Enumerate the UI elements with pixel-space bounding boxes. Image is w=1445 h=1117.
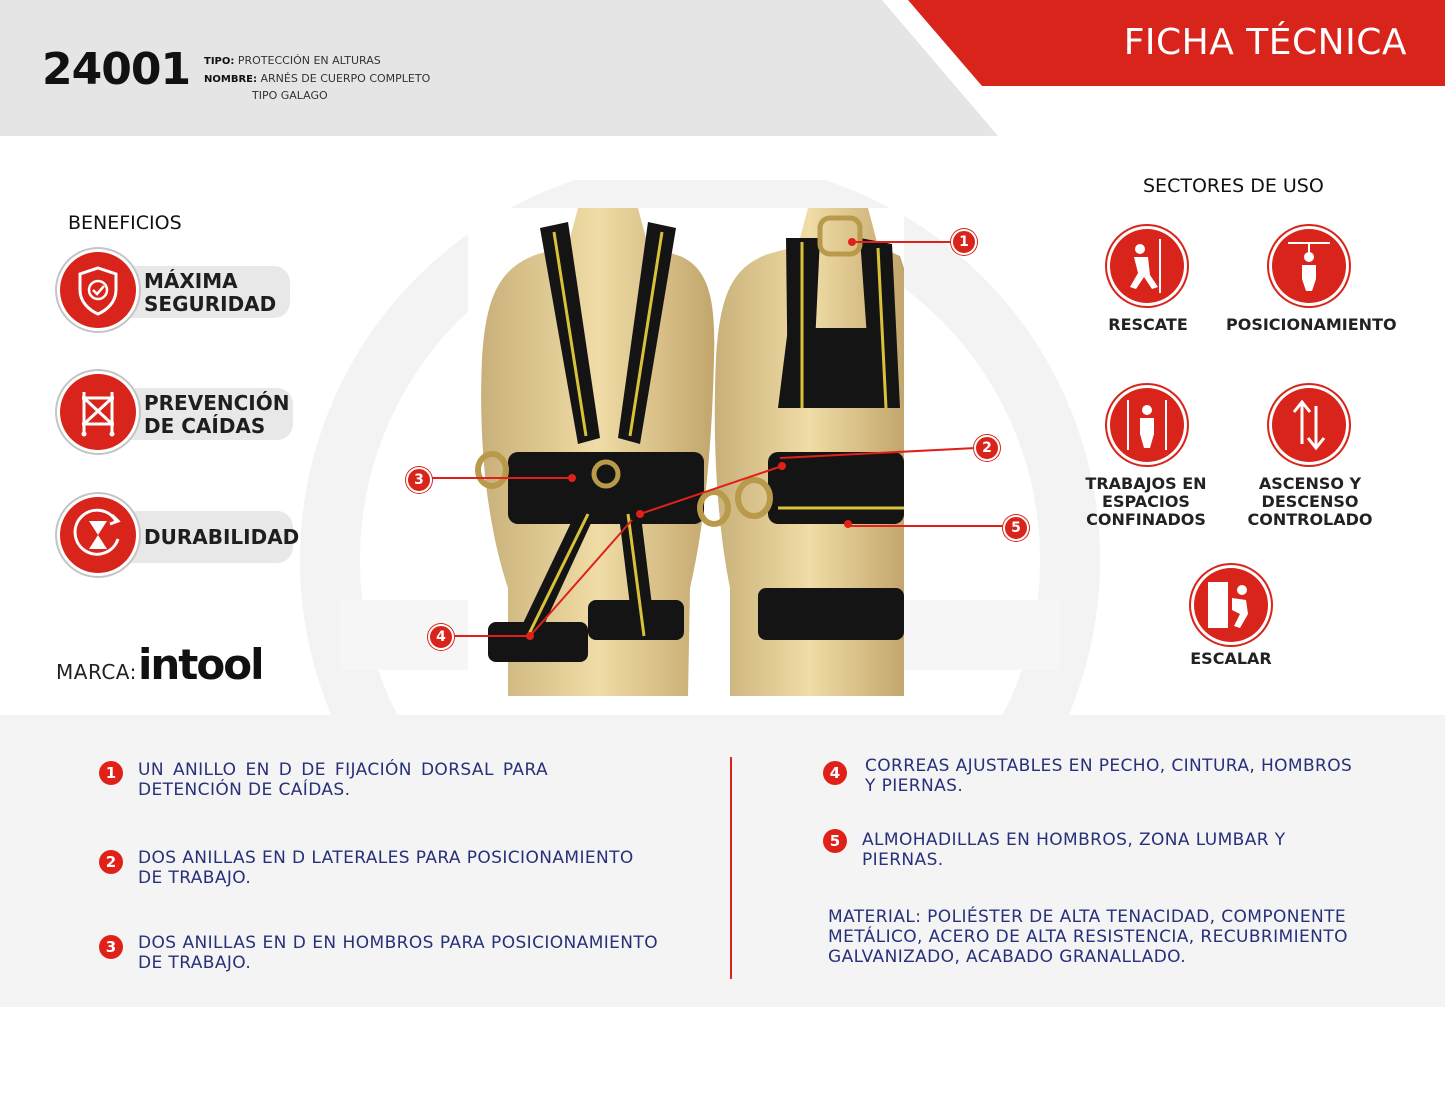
sector-rescue — [1110, 229, 1184, 303]
benefits-title: BENEFICIOS — [68, 212, 182, 234]
callout-badge-5: 5 — [1003, 515, 1029, 541]
sector-confined-spaces — [1110, 388, 1184, 462]
rescue-icon — [1110, 229, 1184, 303]
callout-badge-1: 1 — [951, 229, 977, 255]
callout-lines — [400, 230, 1040, 650]
product-type: TIPO: PROTECCIÓN EN ALTURAS — [204, 54, 381, 67]
brand-label: MARCA: — [56, 660, 137, 684]
feature-number: 2 — [99, 850, 123, 874]
sector-positioning — [1272, 229, 1346, 303]
feature-number: 1 — [99, 761, 123, 785]
callout-badge-3: 3 — [406, 467, 432, 493]
confined-space-icon — [1110, 388, 1184, 462]
hourglass-icon — [60, 497, 136, 573]
sector-label: TRABAJOS EN ESPACIOS CONFINADOS — [1085, 474, 1207, 529]
product-name-line2: TIPO GALAGO — [252, 89, 328, 102]
benefit-durability — [60, 497, 136, 573]
climbing-icon — [1194, 568, 1268, 642]
sectors-title: SECTORES DE USO — [1143, 175, 1324, 197]
sector-controlled-ascent — [1272, 388, 1346, 462]
feature-number: 3 — [99, 935, 123, 959]
benefit-label: DURABILIDAD — [144, 525, 300, 549]
material-description: MATERIAL: POLIÉSTER DE ALTA TENACIDAD, COMPONENTE METÁLICO, ACERO DE ALTA RESISTENCIA, RECUBRIMIENTO GALVANIZADO, ACABADO GRANALLADO. — [828, 907, 1348, 967]
callout-badge-2: 2 — [974, 435, 1000, 461]
feature-item: UN ANILLO EN D DE FIJACIÓN DORSAL PARA DETENCIÓN DE CAÍDAS. — [138, 760, 548, 800]
column-divider — [730, 757, 732, 979]
benefit-label: MÁXIMA SEGURIDAD — [144, 269, 277, 316]
product-code: 24001 — [42, 44, 191, 95]
feature-item: DOS ANILLAS EN D LATERALES PARA POSICIONAMIENTO DE TRABAJO. — [138, 848, 634, 888]
up-down-arrows-icon — [1272, 388, 1346, 462]
sector-label: POSICIONAMIENTO — [1226, 315, 1397, 334]
callout-badge-4: 4 — [428, 624, 454, 650]
sheet-title: FICHA TÉCNICA — [1123, 22, 1407, 63]
feature-item: ALMOHADILLAS EN HOMBROS, ZONA LUMBAR Y PIERNAS. — [862, 830, 1286, 870]
brand-logo: intool — [138, 640, 263, 689]
scaffold-icon — [60, 374, 136, 450]
feature-number: 5 — [823, 829, 847, 853]
product-name: NOMBRE: ARNÉS DE CUERPO COMPLETO — [204, 72, 431, 85]
benefit-fall-prevention — [60, 374, 136, 450]
benefit-label: PREVENCIÓN DE CAÍDAS — [144, 391, 290, 438]
feature-item: CORREAS AJUSTABLES EN PECHO, CINTURA, HOMBROS Y PIERNAS. — [865, 756, 1353, 796]
sector-label: ASCENSO Y DESCENSO CONTROLADO — [1247, 474, 1373, 529]
sector-label: RESCATE — [1108, 315, 1188, 334]
feature-number: 4 — [823, 761, 847, 785]
benefit-max-security — [60, 252, 136, 328]
feature-item: DOS ANILLAS EN D EN HOMBROS PARA POSICIONAMIENTO DE TRABAJO. — [138, 933, 658, 973]
shield-check-icon — [60, 252, 136, 328]
sector-label: ESCALAR — [1190, 649, 1272, 668]
positioning-icon — [1272, 229, 1346, 303]
sector-climbing — [1194, 568, 1268, 642]
